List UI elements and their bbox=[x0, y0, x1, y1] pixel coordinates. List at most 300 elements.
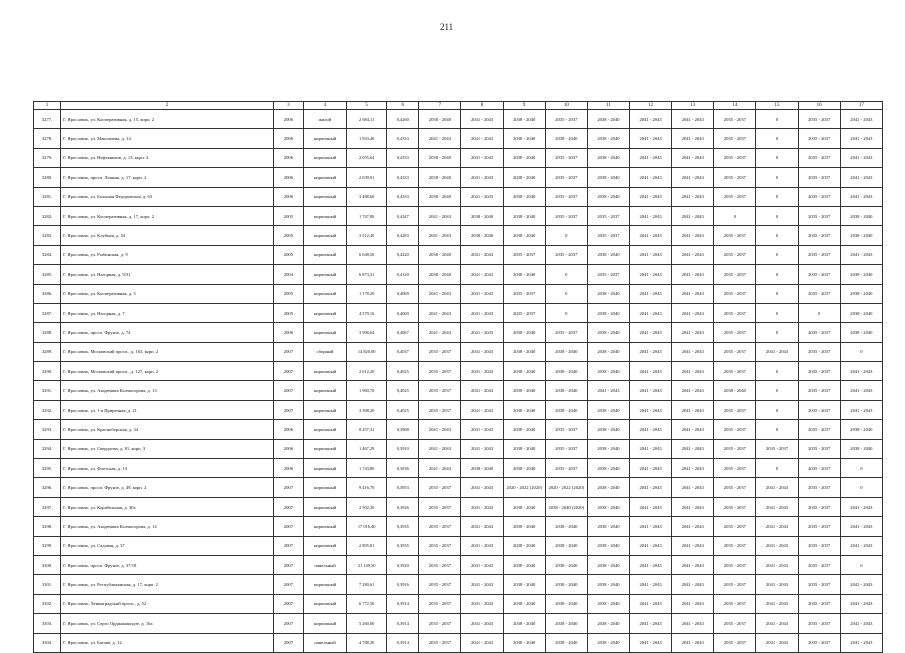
table-row bbox=[34, 614, 883, 633]
address-cell: Г. Ярославль, Ленинградский просп., д. 52 bbox=[61, 594, 274, 613]
address-cell: Г. Ярославль, ул. Максимова, д. 14 bbox=[61, 129, 274, 148]
table-cell: кирпичный bbox=[303, 575, 346, 594]
table-row bbox=[34, 517, 883, 536]
table-cell: 2041 - 2043 bbox=[461, 284, 503, 303]
table-cell: 2041 - 2043 bbox=[461, 303, 503, 322]
table-cell: 2038 - 2040 bbox=[503, 226, 545, 245]
table-cell: 2 502,30 bbox=[347, 497, 387, 516]
table-cell: 2035 - 2037 bbox=[714, 555, 756, 574]
table-cell: 0 bbox=[756, 226, 798, 245]
table-cell: 2035 - 2037 bbox=[798, 633, 840, 652]
table-cell: 2035 - 2037 bbox=[714, 614, 756, 633]
table-cell: 2038 - 2040 bbox=[545, 342, 587, 361]
table-cell: панельный bbox=[303, 555, 346, 574]
table-cell: 5 260,00 bbox=[347, 614, 387, 633]
table-cell: 2041 - 2043 bbox=[461, 265, 503, 284]
row-number-cell: 3296. bbox=[34, 478, 61, 497]
table-cell: 0 bbox=[545, 303, 587, 322]
table-cell: 2041 - 2043 bbox=[630, 226, 672, 245]
row-number-cell: 3280. bbox=[34, 168, 61, 187]
table-row bbox=[34, 497, 883, 516]
table-cell: 2038 - 2040 bbox=[545, 614, 587, 633]
table-cell: 2041 - 2043 bbox=[672, 497, 714, 516]
table-cell: 2035 - 2037 bbox=[798, 342, 840, 361]
table-cell: 2038 - 2040 bbox=[587, 284, 629, 303]
table-cell: 2038 - 2040 bbox=[545, 381, 587, 400]
row-number-cell: 3298. bbox=[34, 517, 61, 536]
table-cell: 2038 - 2040 bbox=[840, 439, 882, 458]
table-cell: 2041 - 2043 bbox=[672, 633, 714, 652]
table-row bbox=[34, 342, 883, 361]
table-cell: 2 612,20 bbox=[347, 362, 387, 381]
table-cell: 0,3935 bbox=[387, 517, 419, 536]
table-cell: 2041 - 2043 bbox=[461, 594, 503, 613]
table-cell: 3 512,40 bbox=[347, 226, 387, 245]
table-cell: 2007 bbox=[273, 633, 303, 652]
table-cell: 2041 - 2043 bbox=[419, 420, 461, 439]
table-cell: 2041 - 2043 bbox=[630, 497, 672, 516]
table-row bbox=[34, 187, 883, 206]
table-cell: 17 016,40 bbox=[347, 517, 387, 536]
table-cell: 14 820,00 bbox=[347, 342, 387, 361]
table-cell: 2041 - 2043 bbox=[840, 245, 882, 264]
table-cell: 2038 - 2040 bbox=[587, 614, 629, 633]
table-cell: 2038 - 2040 bbox=[545, 517, 587, 536]
table-cell: 2035 - 2037 bbox=[756, 439, 798, 458]
row-number-cell: 3302. bbox=[34, 594, 61, 613]
table-row bbox=[34, 633, 883, 652]
table-cell: жилой bbox=[303, 110, 346, 129]
table-cell: 2035 - 2037 bbox=[545, 168, 587, 187]
table-cell: 2035 - 2037 bbox=[587, 265, 629, 284]
table-cell: 2038 - 2040 bbox=[545, 555, 587, 574]
table-cell: 0,4069 bbox=[387, 284, 419, 303]
table-cell: 2041 - 2043 bbox=[672, 284, 714, 303]
table-cell: 2041 - 2043 bbox=[461, 400, 503, 419]
table-cell: 2041 - 2043 bbox=[840, 110, 882, 129]
table-cell: 2041 - 2043 bbox=[630, 420, 672, 439]
table-cell: 2007 bbox=[273, 381, 303, 400]
row-number-cell: 3289. bbox=[34, 342, 61, 361]
table-cell: кирпичный bbox=[303, 303, 346, 322]
row-number-cell: 3293. bbox=[34, 420, 61, 439]
table-cell: кирпичный bbox=[303, 400, 346, 419]
table-cell: 2038 - 2040 bbox=[503, 148, 545, 167]
table-row bbox=[34, 245, 883, 264]
address-cell: Г. Ярославль, ул. Большая Федоровская, д. 63 bbox=[61, 187, 274, 206]
table-cell: 0 bbox=[756, 323, 798, 342]
table-cell: 2041 - 2043 bbox=[756, 536, 798, 555]
table-cell: 2006 bbox=[273, 439, 303, 458]
table-cell: 2035 - 2037 bbox=[798, 187, 840, 206]
table-cell: 2041 - 2043 bbox=[672, 400, 714, 419]
table-cell: 2035 - 2037 bbox=[714, 323, 756, 342]
table-cell: 2041 - 2043 bbox=[461, 381, 503, 400]
column-header: 2 bbox=[61, 102, 274, 110]
table-row bbox=[34, 439, 883, 458]
table-cell: 2038 - 2040 bbox=[545, 633, 587, 652]
table-cell: 2041 - 2043 bbox=[419, 284, 461, 303]
table-cell: кирпичный bbox=[303, 148, 346, 167]
table-cell: 2041 - 2043 bbox=[672, 420, 714, 439]
table-cell: 0 bbox=[840, 459, 882, 478]
table-cell: 2041 - 2043 bbox=[461, 362, 503, 381]
table-cell: 2035 - 2037 bbox=[798, 536, 840, 555]
table-cell: 2035 - 2037 bbox=[714, 633, 756, 652]
table-cell: 2038 - 2040 bbox=[587, 187, 629, 206]
column-header: 12 bbox=[630, 102, 672, 110]
table-cell: 2041 - 2043 bbox=[756, 497, 798, 516]
table-cell: 2038 - 2040 bbox=[545, 129, 587, 148]
table-cell: 2035 - 2037 bbox=[545, 148, 587, 167]
table-cell: 2041 - 2043 bbox=[756, 478, 798, 497]
table-cell: 2038 - 2040 bbox=[587, 400, 629, 419]
table-cell: 2041 - 2043 bbox=[630, 187, 672, 206]
address-cell: Г. Ярославль, ул. Свердлова, д. 81, корп. 3 bbox=[61, 439, 274, 458]
row-number-cell: 3299. bbox=[34, 536, 61, 555]
table-cell: 2035 - 2037 bbox=[714, 362, 756, 381]
table-cell: 2005 bbox=[273, 303, 303, 322]
table-cell: 0,3968 bbox=[387, 420, 419, 439]
table-row bbox=[34, 148, 883, 167]
table-cell: 2041 - 2043 bbox=[840, 536, 882, 555]
table-cell: 2035 - 2037 bbox=[798, 362, 840, 381]
row-number-cell: 3282. bbox=[34, 206, 61, 225]
table-cell: 2041 - 2043 bbox=[461, 633, 503, 652]
table-cell: 2041 - 2043 bbox=[840, 614, 882, 633]
table-cell: 2020 - 2022 (2020) bbox=[503, 478, 545, 497]
table-cell: 2035 - 2037 bbox=[714, 536, 756, 555]
address-cell: Г. Ярославль, ул. Садовая, д. 37 bbox=[61, 536, 274, 555]
table-cell: кирпичный bbox=[303, 459, 346, 478]
table-cell: 2035 - 2037 bbox=[798, 265, 840, 284]
table-cell: 2007 bbox=[273, 575, 303, 594]
table-cell: кирпичный bbox=[303, 420, 346, 439]
table-cell: 2035 - 2037 bbox=[798, 614, 840, 633]
table-cell: 2035 - 2037 bbox=[714, 594, 756, 613]
table-cell: 0,4347 bbox=[387, 206, 419, 225]
table-cell: 2038 - 2040 bbox=[587, 245, 629, 264]
table-cell: 2041 - 2043 bbox=[419, 323, 461, 342]
table-cell: 0 bbox=[756, 459, 798, 478]
address-cell: Г. Ярославль, ул. Кооперативная, д. 15, корп. 2 bbox=[61, 110, 274, 129]
table-cell: 2038 - 2040 bbox=[545, 536, 587, 555]
table-cell: 2007 bbox=[273, 342, 303, 361]
table-cell: 2035 - 2037 bbox=[714, 420, 756, 439]
table-cell: 2 055,64 bbox=[347, 148, 387, 167]
table-cell: 2035 - 2037 bbox=[545, 206, 587, 225]
table-cell: 2041 - 2043 bbox=[630, 517, 672, 536]
table-cell: кирпичный bbox=[303, 206, 346, 225]
table-cell: 2038 - 2040 bbox=[587, 555, 629, 574]
table-cell: 0,4220 bbox=[387, 245, 419, 264]
table-cell: 2041 - 2043 bbox=[756, 614, 798, 633]
table-cell: 2035 - 2037 bbox=[545, 245, 587, 264]
table-cell: 2035 - 2037 bbox=[798, 129, 840, 148]
table-cell: кирпичный bbox=[303, 168, 346, 187]
table-cell: 0 bbox=[756, 148, 798, 167]
table-cell: 2038 - 2040 bbox=[545, 594, 587, 613]
table-cell: 2038 - 2040 bbox=[545, 362, 587, 381]
table-cell: 2041 - 2043 bbox=[672, 575, 714, 594]
table-cell: 2035 - 2037 bbox=[714, 497, 756, 516]
table-cell: 2041 - 2043 bbox=[630, 614, 672, 633]
table-cell: 2041 - 2043 bbox=[461, 555, 503, 574]
table-cell: 2041 - 2043 bbox=[672, 168, 714, 187]
table-cell: 2038 - 2040 bbox=[840, 206, 882, 225]
table-cell: 1 743,80 bbox=[347, 459, 387, 478]
table-cell: 3 398,20 bbox=[347, 400, 387, 419]
table-cell: 2041 - 2043 bbox=[461, 129, 503, 148]
address-cell: Г. Ярославль, Московский просп., д. 127, корп. 2 bbox=[61, 362, 274, 381]
table-cell: 2038 - 2040 bbox=[840, 226, 882, 245]
column-header: 9 bbox=[503, 102, 545, 110]
column-header: 10 bbox=[545, 102, 587, 110]
row-number-cell: 3278. bbox=[34, 129, 61, 148]
table-cell: 2038 - 2040 bbox=[419, 110, 461, 129]
table-cell: 2035 - 2037 bbox=[587, 206, 629, 225]
table-cell: 2006 bbox=[273, 168, 303, 187]
address-cell: Г. Ярославль, ул. Корабельная, д. 30а bbox=[61, 497, 274, 516]
table-cell: кирпичный bbox=[303, 129, 346, 148]
column-header: 13 bbox=[672, 102, 714, 110]
table-cell: кирпичный bbox=[303, 478, 346, 497]
table-cell: 2038 - 2040 bbox=[587, 633, 629, 652]
table-cell: 2038 - 2040 bbox=[503, 168, 545, 187]
table-cell: 0,3916 bbox=[387, 575, 419, 594]
table-cell: 2041 - 2043 bbox=[587, 381, 629, 400]
table-cell: 0,3953 bbox=[387, 478, 419, 497]
table-cell: 2041 - 2043 bbox=[840, 129, 882, 148]
table-cell: 2 039,01 bbox=[347, 168, 387, 187]
table-cell: 2035 - 2037 bbox=[714, 110, 756, 129]
row-number-cell: 3277. bbox=[34, 110, 61, 129]
row-number-cell: 3285. bbox=[34, 265, 61, 284]
table-row bbox=[34, 303, 883, 322]
table-row bbox=[34, 226, 883, 245]
table-row bbox=[34, 129, 883, 148]
table-cell: 2041 - 2043 bbox=[672, 555, 714, 574]
table-cell: 2041 - 2043 bbox=[630, 362, 672, 381]
table-cell: 2038 - 2040 bbox=[587, 342, 629, 361]
table-cell: 2006 bbox=[273, 420, 303, 439]
table-cell: 2007 bbox=[273, 536, 303, 555]
table-cell: 2038 - 2040 bbox=[503, 439, 545, 458]
table-cell: 2038 - 2040 bbox=[503, 187, 545, 206]
table-cell: 2041 - 2043 bbox=[672, 381, 714, 400]
table-cell: 2041 - 2043 bbox=[630, 575, 672, 594]
table-cell: 2035 - 2037 bbox=[714, 226, 756, 245]
table-cell: 2035 - 2037 bbox=[714, 459, 756, 478]
table-cell: 2041 - 2043 bbox=[672, 323, 714, 342]
table-cell: 2041 - 2043 bbox=[461, 187, 503, 206]
table-row bbox=[34, 168, 883, 187]
row-number-cell: 3294. bbox=[34, 439, 61, 458]
table-cell: 2007 bbox=[273, 614, 303, 633]
table-cell: 2041 - 2043 bbox=[672, 226, 714, 245]
table-cell: 4 579,16 bbox=[347, 303, 387, 322]
table-row bbox=[34, 323, 883, 342]
table-cell: 2035 - 2037 bbox=[714, 168, 756, 187]
address-cell: Г. Ярославль, ул. Клубная, д. 54 bbox=[61, 226, 274, 245]
table-cell: 2035 - 2037 bbox=[714, 400, 756, 419]
table-cell: 0 bbox=[756, 362, 798, 381]
address-cell: Г. Ярославль, ул. Флотская, д. 14 bbox=[61, 459, 274, 478]
table-cell: 2041 - 2043 bbox=[630, 206, 672, 225]
table-cell: 2038 - 2040 bbox=[840, 420, 882, 439]
table-cell: 0 bbox=[756, 245, 798, 264]
table-cell: 0,4037 bbox=[387, 342, 419, 361]
table-cell: 2041 - 2043 bbox=[672, 342, 714, 361]
table-cell: 7 280,61 bbox=[347, 575, 387, 594]
table-header-row bbox=[34, 102, 883, 110]
table-cell: 0,4333 bbox=[387, 148, 419, 167]
table-cell: 0 bbox=[545, 226, 587, 245]
table-cell: 2038 - 2040 bbox=[840, 323, 882, 342]
table-cell: 2038 - 2040 bbox=[714, 381, 756, 400]
column-header: 14 bbox=[714, 102, 756, 110]
table-cell: 2007 bbox=[273, 478, 303, 497]
address-cell: Г. Ярославль, ул. Нефтяников, д. 13, корп. 2 bbox=[61, 148, 274, 167]
table-cell: 2007 bbox=[273, 555, 303, 574]
table-cell: 2041 - 2043 bbox=[461, 148, 503, 167]
table-cell: 2038 - 2040 bbox=[587, 517, 629, 536]
table-cell: 0 bbox=[756, 265, 798, 284]
table-cell: 2038 - 2040 (2020) bbox=[545, 497, 587, 516]
table-cell: 2038 - 2040 bbox=[587, 110, 629, 129]
table-cell: кирпичный bbox=[303, 536, 346, 555]
table-cell: 1 747,80 bbox=[347, 206, 387, 225]
table-cell: кирпичный bbox=[303, 497, 346, 516]
row-number-cell: 3281. bbox=[34, 187, 61, 206]
table-cell: 0 bbox=[714, 206, 756, 225]
table-cell: 2038 - 2040 bbox=[503, 342, 545, 361]
table-cell: кирпичный bbox=[303, 614, 346, 633]
capital-repair-table bbox=[33, 101, 883, 653]
row-number-cell: 3292. bbox=[34, 400, 61, 419]
table-cell: кирпичный bbox=[303, 381, 346, 400]
table-cell: 2041 - 2043 bbox=[630, 110, 672, 129]
table-cell: 2035 - 2037 bbox=[798, 517, 840, 536]
table-row bbox=[34, 478, 883, 497]
table-cell: 2038 - 2040 bbox=[503, 323, 545, 342]
table-cell: 2041 - 2043 bbox=[840, 381, 882, 400]
table-cell: 0 bbox=[756, 284, 798, 303]
table-cell: 2035 - 2037 bbox=[714, 284, 756, 303]
row-number-cell: 3300. bbox=[34, 555, 61, 574]
table-cell: 2041 - 2043 bbox=[756, 633, 798, 652]
address-cell: Г. Ярославль, ул. Рыбинская, д. 9 bbox=[61, 245, 274, 264]
table-row bbox=[34, 555, 883, 574]
column-header: 8 bbox=[461, 102, 503, 110]
table-cell: 2038 - 2040 bbox=[587, 575, 629, 594]
table-cell: 6 873,31 bbox=[347, 265, 387, 284]
table-cell: 2035 - 2037 bbox=[714, 575, 756, 594]
table-cell: 2035 - 2037 bbox=[419, 381, 461, 400]
table-cell: 0 bbox=[756, 400, 798, 419]
table-cell: 2035 - 2037 bbox=[798, 459, 840, 478]
table-cell: 2038 - 2040 bbox=[545, 400, 587, 419]
table-cell: 2041 - 2043 bbox=[840, 187, 882, 206]
table-cell: 2041 - 2043 bbox=[419, 226, 461, 245]
table-cell: 0,4260 bbox=[387, 110, 419, 129]
table-cell: 2041 - 2043 bbox=[756, 517, 798, 536]
table-cell: 0 bbox=[840, 342, 882, 361]
table-cell: 2007 bbox=[273, 594, 303, 613]
table-cell: 2041 - 2043 bbox=[672, 148, 714, 167]
table-cell: 0,3910 bbox=[387, 439, 419, 458]
table-cell: 2035 - 2037 bbox=[545, 187, 587, 206]
table-cell: 2020 - 2022 (2020) bbox=[545, 478, 587, 497]
table-cell: 0 bbox=[798, 303, 840, 322]
table-cell: 2005 bbox=[273, 245, 303, 264]
table-cell: 2038 - 2040 bbox=[587, 129, 629, 148]
table-cell: 2035 - 2037 bbox=[798, 439, 840, 458]
table-cell: 2041 - 2043 bbox=[630, 555, 672, 574]
table-cell: 2005 bbox=[273, 226, 303, 245]
table-cell: 2035 - 2037 bbox=[587, 226, 629, 245]
table-cell: 2041 - 2043 bbox=[840, 575, 882, 594]
table-cell: 0 bbox=[756, 129, 798, 148]
table-cell: кирпичный bbox=[303, 362, 346, 381]
table-cell: 2004 bbox=[273, 265, 303, 284]
table-cell: 2041 - 2043 bbox=[461, 497, 503, 516]
table-cell: 2041 - 2043 bbox=[630, 478, 672, 497]
table-cell: 2041 - 2043 bbox=[840, 148, 882, 167]
table-cell: 2038 - 2040 bbox=[503, 420, 545, 439]
table-cell: 2005 bbox=[273, 206, 303, 225]
table-cell: 0,4025 bbox=[387, 362, 419, 381]
table-cell: 0 bbox=[756, 168, 798, 187]
table-cell: 2041 - 2043 bbox=[630, 459, 672, 478]
table-row bbox=[34, 265, 883, 284]
table-cell: 2038 - 2040 bbox=[461, 459, 503, 478]
table-cell: 2038 - 2040 bbox=[587, 439, 629, 458]
address-cell: Г. Ярославль, ул. Академика Колмогорова, д. 14 bbox=[61, 517, 274, 536]
table-cell: 2035 - 2037 bbox=[798, 478, 840, 497]
address-cell: Г. Ярославль, ул. Кооперативная, д. 5 bbox=[61, 284, 274, 303]
table-cell: кирпичный bbox=[303, 284, 346, 303]
table-cell: кирпичный bbox=[303, 323, 346, 342]
column-header: 1 bbox=[34, 102, 61, 110]
table-cell: 2038 - 2040 bbox=[503, 206, 545, 225]
column-header: 6 bbox=[387, 102, 419, 110]
table-cell: 6 772,50 bbox=[347, 594, 387, 613]
table-cell: 21 149,50 bbox=[347, 555, 387, 574]
table-cell: 2041 - 2043 bbox=[419, 303, 461, 322]
row-number-cell: 3295. bbox=[34, 459, 61, 478]
table-cell: 2041 - 2043 bbox=[756, 594, 798, 613]
table-cell: 1 933,40 bbox=[347, 129, 387, 148]
table-row bbox=[34, 536, 883, 555]
table-cell: 2 684,11 bbox=[347, 110, 387, 129]
row-number-cell: 3283. bbox=[34, 226, 61, 245]
table-cell: 2035 - 2037 bbox=[798, 555, 840, 574]
table-cell: 2041 - 2043 bbox=[630, 439, 672, 458]
table-cell: 2041 - 2043 bbox=[840, 594, 882, 613]
table-cell: 2007 bbox=[273, 517, 303, 536]
table-cell: 2035 - 2037 bbox=[419, 400, 461, 419]
table-cell: 2041 - 2043 bbox=[756, 575, 798, 594]
table-cell: 2035 - 2037 bbox=[714, 148, 756, 167]
table-cell: 2007 bbox=[273, 497, 303, 516]
table-row bbox=[34, 284, 883, 303]
table-cell: 2041 - 2043 bbox=[630, 323, 672, 342]
table-cell: 2038 - 2040 bbox=[587, 362, 629, 381]
table-cell: 2038 - 2040 bbox=[503, 497, 545, 516]
table-cell: 2041 - 2043 bbox=[461, 614, 503, 633]
table-cell: 0,4067 bbox=[387, 323, 419, 342]
